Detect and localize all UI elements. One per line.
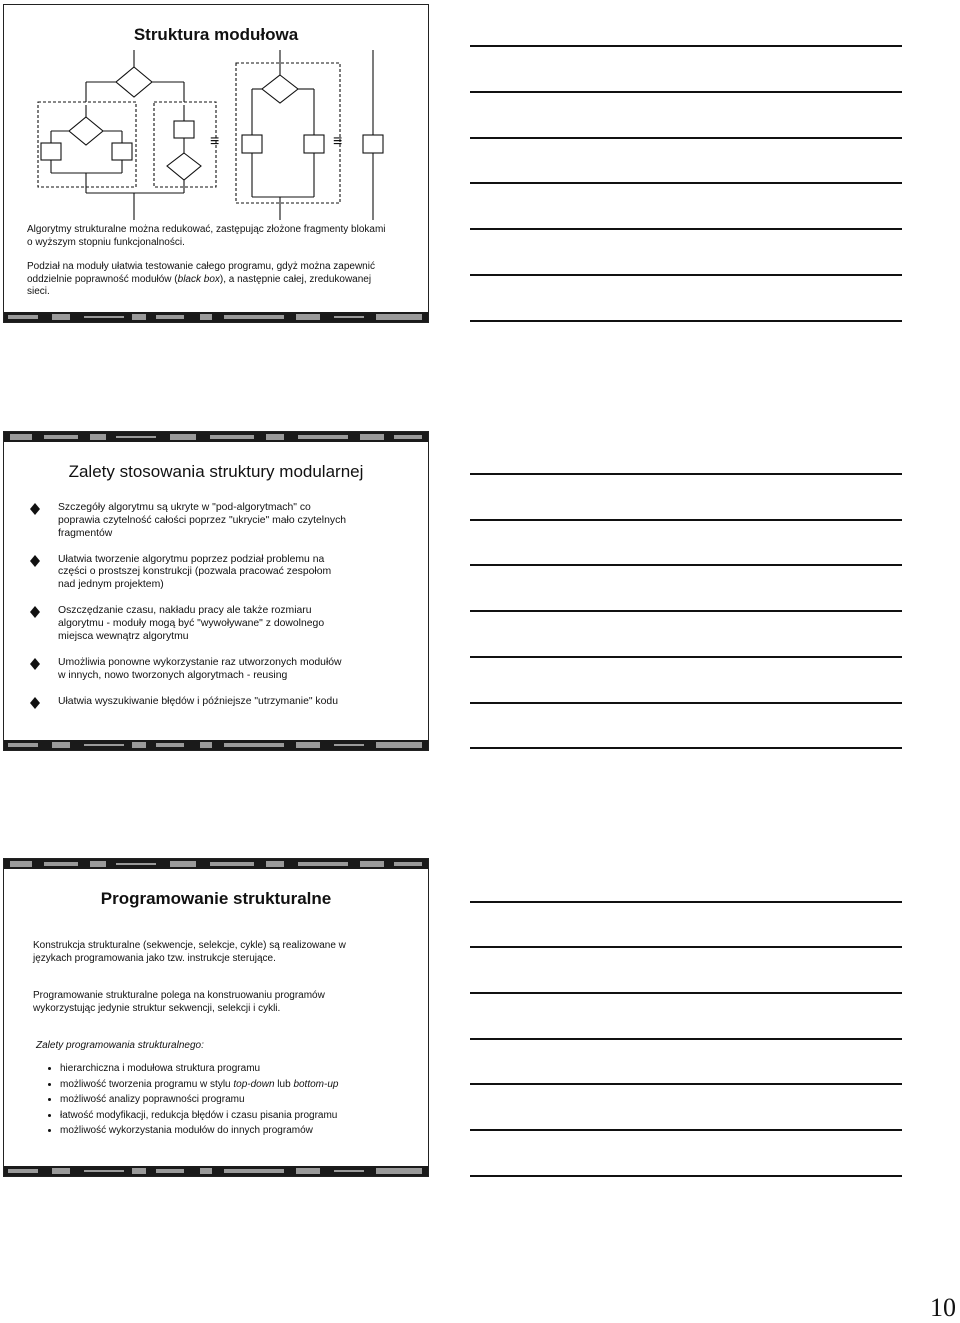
decorative-band [4,859,428,869]
bullet-list [30,502,400,722]
decorative-band [4,432,428,442]
note-line [470,1175,902,1177]
slide-title: Programowanie strukturalne [100,889,332,908]
note-line [470,610,902,612]
decorative-band [4,740,428,750]
slide-zalety-struktury [3,431,429,751]
note-line [470,45,902,47]
list-item: łatwość modyfikacji, redukcja błędów i czasu pisania programu [44,1108,338,1124]
list-item: Ułatwia wyszukiwanie błędów i późniejsze "utrzymanie" kodu [30,696,400,709]
decorative-band [4,1166,428,1176]
bullet-dot-icon [48,1129,51,1132]
diamond-bullet-icon [30,555,40,567]
diamond-bullet-icon [30,658,40,670]
note-line [470,702,902,704]
note-line [470,901,902,903]
note-line [470,274,902,276]
list-item: Szczegóły algorytmu są ukryte w "pod-algorytmach" co poprawia czytelność całości poprzez "ukrycie" mało czytelnych fragmentów [30,502,400,540]
note-line [470,320,902,322]
note-line [470,1038,902,1040]
list-item: możliwość wykorzystania modułów do innych programów [44,1123,338,1139]
list-item: hierarchiczna i modułowa struktura programu [44,1061,338,1077]
note-line [470,91,902,93]
equivalence-icon: ≡ [210,133,220,150]
list-item: Ułatwia tworzenie algorytmu poprzez podział problemu na części o prostszej konstrukcji (pozwala pracować zespołom nad jednym projektem) [30,554,400,592]
note-line [470,1083,902,1085]
bullet-dot-icon [48,1083,51,1086]
paragraph: Podział na moduły ułatwia testowanie całego programu, gdyż można zapewnić oddzielnie poprawność modułów (black box), a następnie całej, zredukowanej sieci. [27,261,375,297]
paragraph: Algorytmy strukturalne można redukować, zastępując złożone fragmenty blokami o wyższym stopniu funkcjonalności. [27,224,386,248]
slide-title: Struktura modułowa [133,25,299,44]
note-line [470,747,902,749]
diamond-bullet-icon [30,606,40,618]
slide-title: Zalety stosowania struktury modularnej [68,462,364,481]
bullet-dot-icon [48,1098,51,1101]
diamond-bullet-icon [30,697,40,709]
slide-struktura-modulowa [3,4,429,323]
note-line [470,473,902,475]
bullet-dot-icon [48,1114,51,1117]
decorative-band [4,312,428,322]
note-line [470,519,902,521]
paragraph: Programowanie strukturalne polega na konstruowaniu programów wykorzystując jedynie struktur sekwencji, selekcji i cykli. [33,990,325,1014]
diamond-bullet-icon [30,503,40,515]
page-number: 10 [930,1293,956,1322]
note-line [470,1129,902,1131]
paragraph: Konstrukcja strukturalne (sekwencje, selekcje, cykle) są realizowane w językach programowania jako tzw. instrukcje sterujące. [33,940,346,964]
list-item: możliwość analizy poprawności programu [44,1092,338,1108]
note-line [470,946,902,948]
advantages-heading: Zalety programowania strukturalnego: [36,1040,204,1051]
note-line [470,137,902,139]
note-line [470,656,902,658]
list-item: Oszczędzanie czasu, nakładu pracy ale także rozmiaru algorytmu - moduły mogą być "wywoływane" z dowolnego miejsca wewnątrz algorytmu [30,605,400,643]
note-line [470,228,902,230]
list-item: Umożliwia ponowne wykorzystanie raz utworzonych modułów w innych, nowo tworzonych algorytmach - reusing [30,657,400,683]
slide-programowanie-strukturalne [3,858,429,1177]
list-item: możliwość tworzenia programu w stylu top-down lub bottom-up [44,1077,338,1093]
advantages-list [44,1061,338,1139]
equivalence-icon: ≡ [333,133,343,150]
note-line [470,182,902,184]
note-line [470,564,902,566]
note-line [470,992,902,994]
bullet-dot-icon [48,1067,51,1070]
